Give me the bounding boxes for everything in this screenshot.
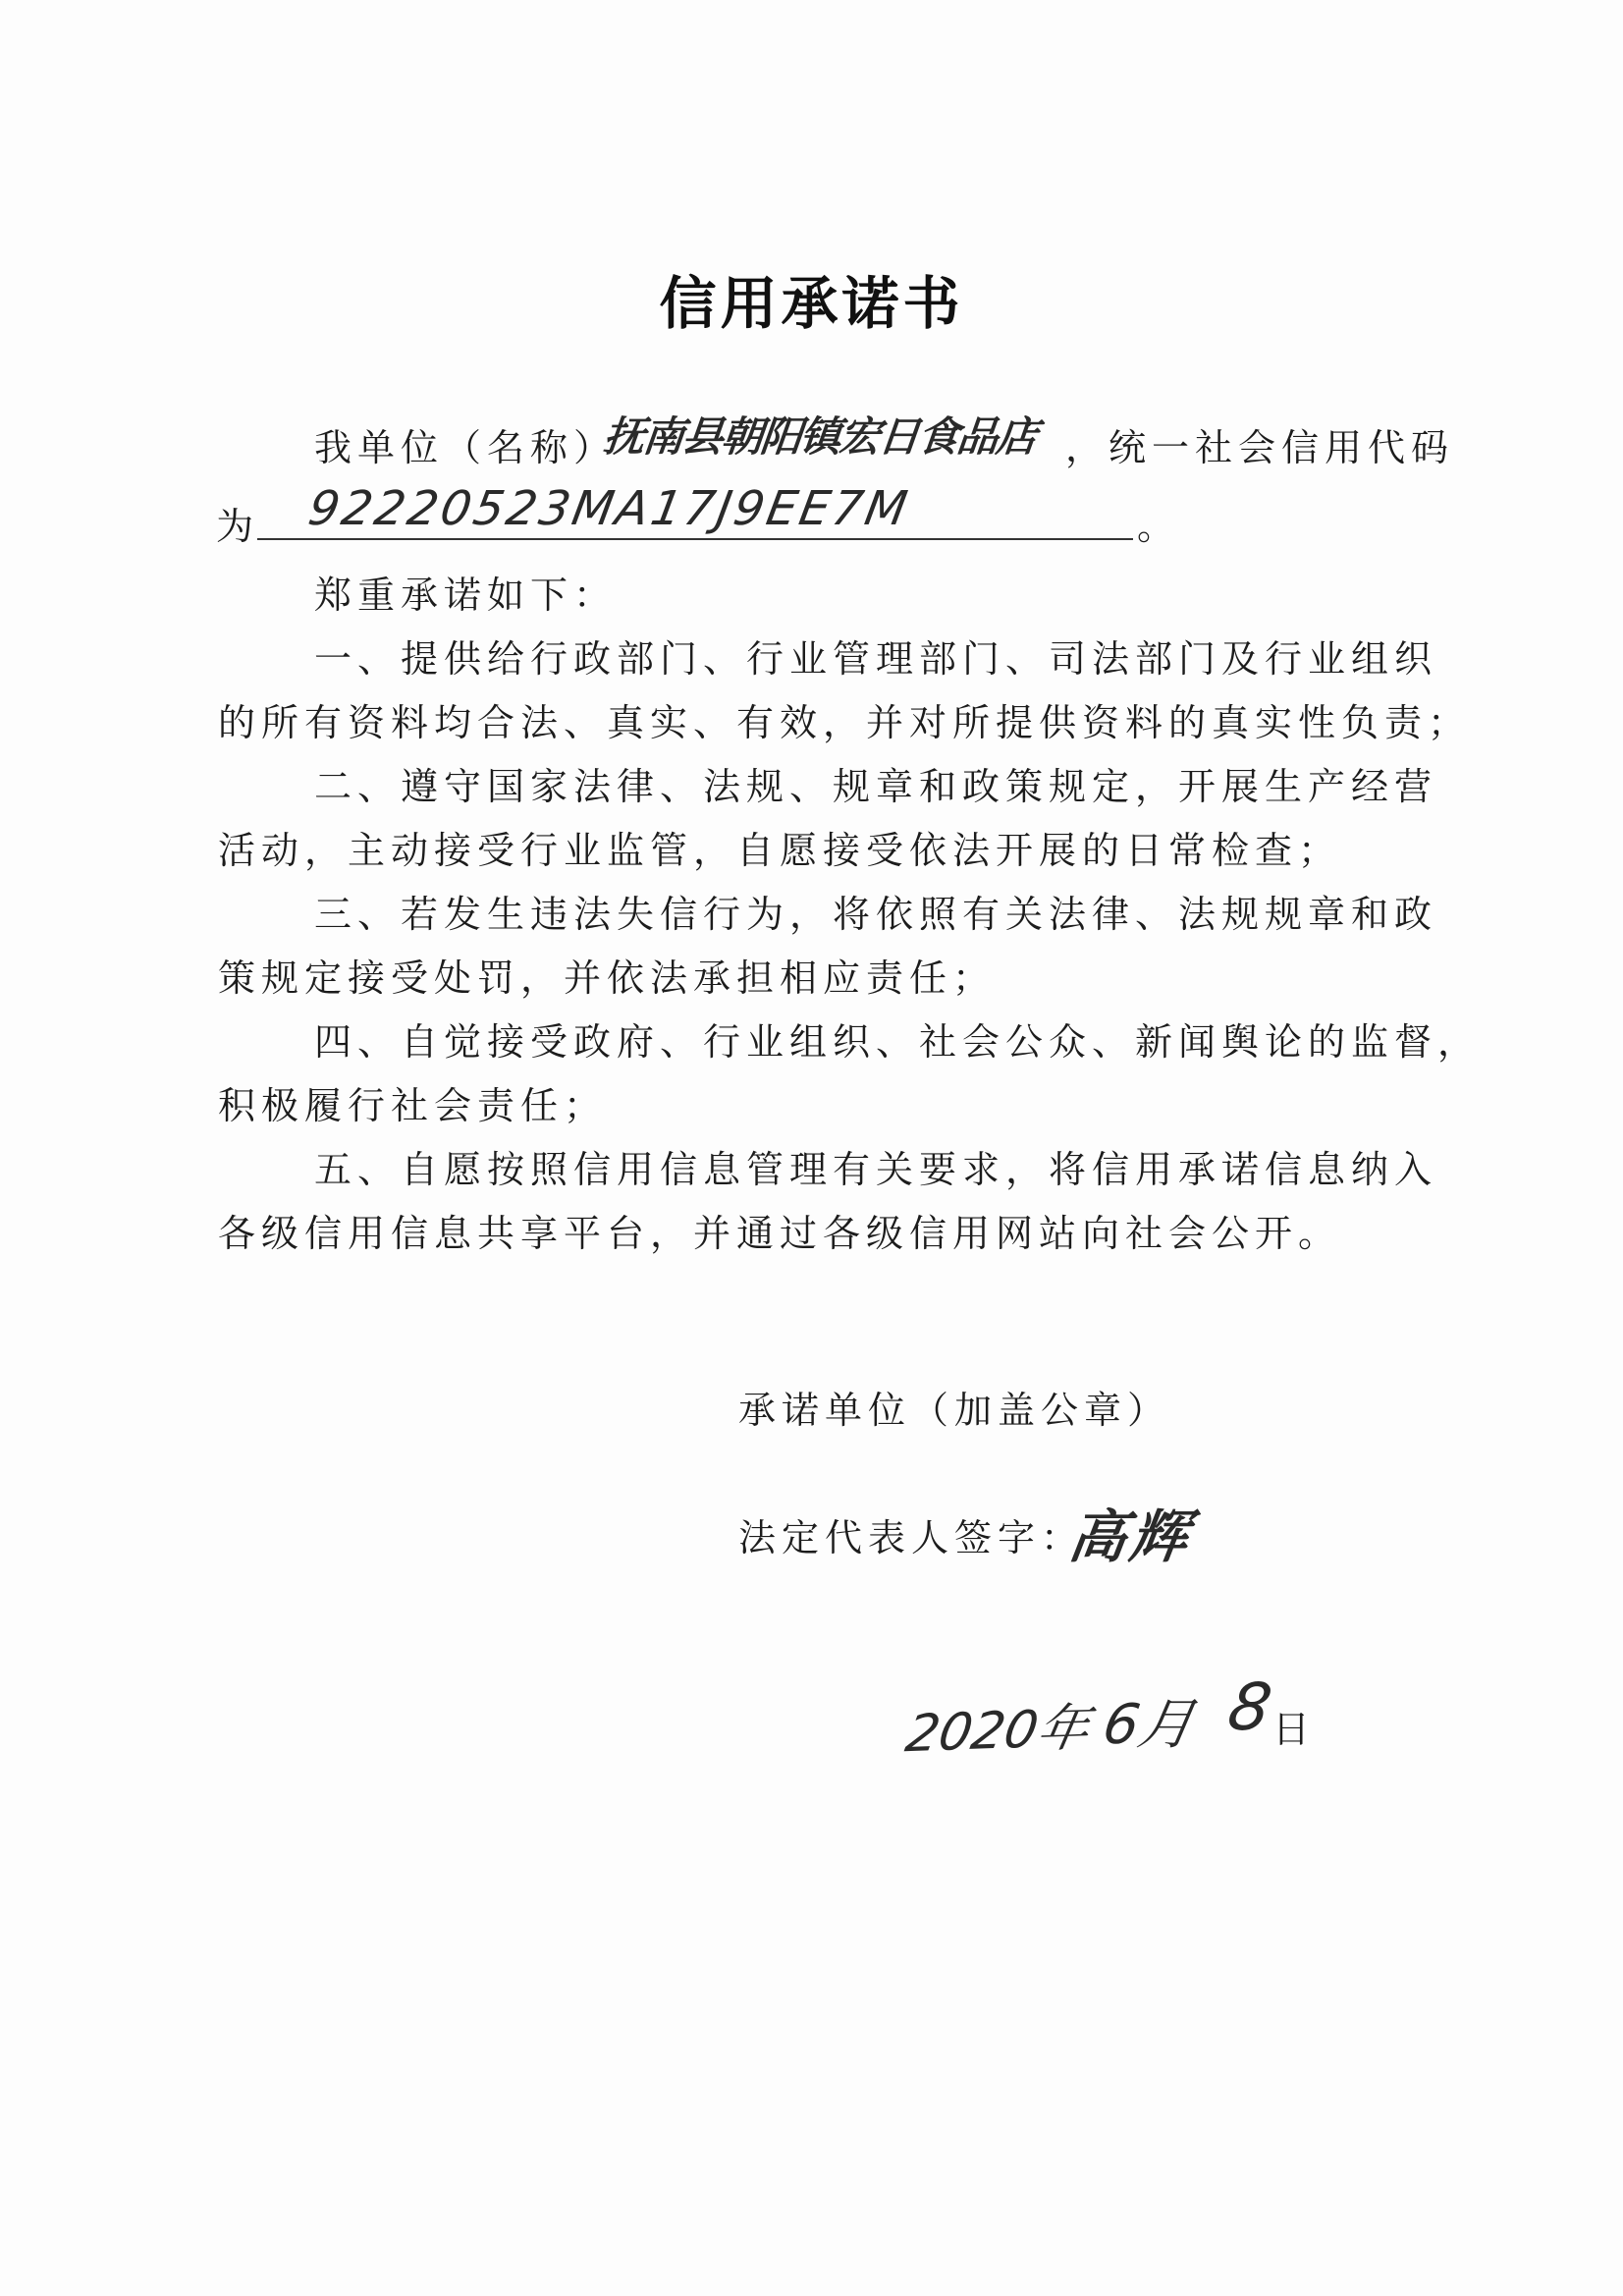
code-prefix: 为 <box>216 505 260 548</box>
rep-signature-label: 法定代表人签字： <box>738 1516 1085 1559</box>
credit-code-handwritten: 92220523MA17J9EE7M <box>304 481 914 536</box>
intro-prefix: 我单位（名称） <box>314 426 618 469</box>
clause-line: 活动，主动接受行业监管，自愿接受依法开展的日常检查； <box>218 829 1342 872</box>
clause-line: 各级信用信息共享平台，并通过各级信用网站向社会公开。 <box>218 1212 1342 1255</box>
date-day-suffix: 日 <box>1272 1708 1317 1751</box>
clause-line: 五、自愿按照信用信息管理有关要求，将信用承诺信息纳入 <box>314 1148 1438 1191</box>
code-suffix: 。 <box>1137 505 1181 548</box>
promise-lead: 郑重承诺如下： <box>314 574 618 617</box>
clause-line: 策规定接受处罚，并依法承担相应责任； <box>218 957 997 1000</box>
unit-name-handwritten: 抚南县朝阳镇宏日食品店 <box>601 412 1039 461</box>
date-day-handwritten: 8 <box>1222 1669 1277 1745</box>
clause-line: 的所有资料均合法、真实、有效，并对所提供资料的真实性负责； <box>218 701 1472 744</box>
clause-line: 三、若发生违法失信行为，将依照有关法律、法规规章和政 <box>314 893 1438 936</box>
document-title: 信用承诺书 <box>659 270 964 337</box>
seal-label: 承诺单位（加盖公章） <box>738 1389 1171 1432</box>
clause-line: 四、自觉接受政府、行业组织、社会公众、新闻舆论的监督， <box>314 1020 1482 1064</box>
clause-line: 一、提供给行政部门、行业管理部门、司法部门及行业组织 <box>314 637 1438 681</box>
date-year-handwritten: 2020年 <box>901 1698 1095 1765</box>
clause-line: 二、遵守国家法律、法规、规章和政策规定，开展生产经营 <box>314 765 1438 808</box>
clause-line: 积极履行社会责任； <box>218 1084 608 1127</box>
intro-suffix: ，统一社会信用代码 <box>1065 426 1455 469</box>
credit-code-underline <box>257 538 1133 540</box>
rep-signature-handwritten: 高辉 <box>1064 1503 1197 1570</box>
date-month-handwritten: 6月 <box>1098 1693 1200 1757</box>
